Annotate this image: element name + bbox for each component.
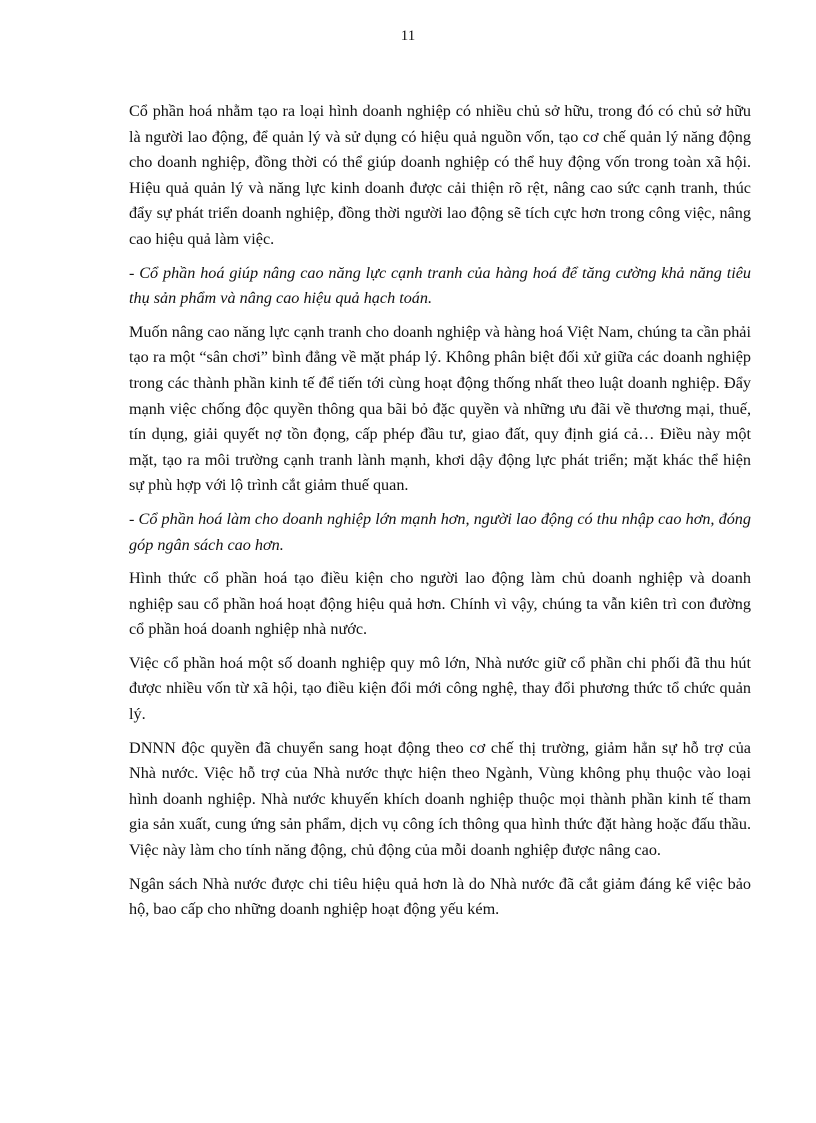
page-number: 11 <box>400 28 416 44</box>
paragraph-equitization-purpose: Cổ phần hoá nhằm tạo ra loại hình doanh nghiệp có nhiều chủ sở hữu, trong đó có chủ sở hữu là người lao động, để quản lý và sử dụng có hiệu quả nguồn vốn, tạo cơ chế quản lý năng động cho doanh nghiệp, đồng thời có thể giúp doanh nghiệp có thể huy động vốn trong toàn xã hội. Hiệu quả quản lý và năng lực kinh doanh được cải thiện rõ rệt, nâng cao sức cạnh tranh, thúc đẩy sự phát triển doanh nghiệp, đồng thời người lao động sẽ tích cực hơn trong công việc, nâng cao hiệu quả làm việc. <box>129 102 751 248</box>
paragraph-large-enterprises: Việc cổ phần hoá một số doanh nghiệp quy mô lớn, Nhà nước giữ cổ phần chi phối đã thu hút được nhiều vốn từ xã hội, tạo điều kiện đổi mới công nghệ, thay đổi phương thức tổ chức quản lý. <box>129 653 751 724</box>
subheading-competitiveness: - Cổ phần hoá giúp nâng cao năng lực cạnh tranh của hàng hoá để tăng cường khả năng tiêu thụ sản phẩm và nâng cao hiệu quả hạch toán. <box>129 263 751 308</box>
paragraph-state-budget: Ngân sách Nhà nước được chi tiêu hiệu quả hơn là do Nhà nước đã cắt giảm đáng kể việc bảo hộ, bao cấp cho những doanh nghiệp hoạt động yếu kém. <box>129 874 751 919</box>
subheading-enterprise-growth: - Cổ phần hoá làm cho doanh nghiệp lớn mạnh hơn, người lao động có thu nhập cao hơn, đóng góp ngân sách cao hơn. <box>129 509 751 554</box>
document-body <box>129 99 751 931</box>
paragraph-worker-ownership: Hình thức cổ phần hoá tạo điều kiện cho người lao động làm chủ doanh nghiệp và doanh nghiệp sau cổ phần hoá hoạt động hiệu quả hơn. Chính vì vậy, chúng ta vẫn kiên trì con đường cổ phần hoá doanh nghiệp nhà nước. <box>129 569 751 639</box>
paragraph-monopoly-dnnn: DNNN độc quyền đã chuyển sang hoạt động theo cơ chế thị trường, giảm hẳn sự hỗ trợ của Nhà nước. Việc hỗ trợ của Nhà nước thực hiện theo Ngành, Vùng không phụ thuộc vào loại hình doanh nghiệp. Nhà nước khuyến khích doanh nghiệp thuộc mọi thành phần kinh tế tham gia sản xuất, cung ứng sản phẩm, dịch vụ công ích thông qua hình thức đặt hàng hoặc đấu thầu. Việc này làm cho tính năng động, chủ động của mỗi doanh nghiệp được nâng cao. <box>129 738 751 860</box>
paragraph-competition-environment: Muốn nâng cao năng lực cạnh tranh cho doanh nghiệp và hàng hoá Việt Nam, chúng ta cần phải tạo ra một “sân chơi” bình đẳng về mặt pháp lý. Không phân biệt đối xử giữa các doanh nghiệp trong các thành phần kinh tế để tiến tới cùng hoạt động thống nhất theo luật doanh nghiệp. Đẩy mạnh việc chống độc quyền thông qua bãi bỏ đặc quyền và những ưu đãi về thương mại, thuế, tín dụng, giải quyết nợ tồn đọng, cấp phép đầu tư, giao đất, quy định giá cả… Điều này một mặt, tạo ra môi trường cạnh tranh lành mạnh, khơi dậy động lực phát triển; mặt khác thể hiện sự phù hợp với lộ trình cắt giảm thuế quan. <box>129 322 751 495</box>
